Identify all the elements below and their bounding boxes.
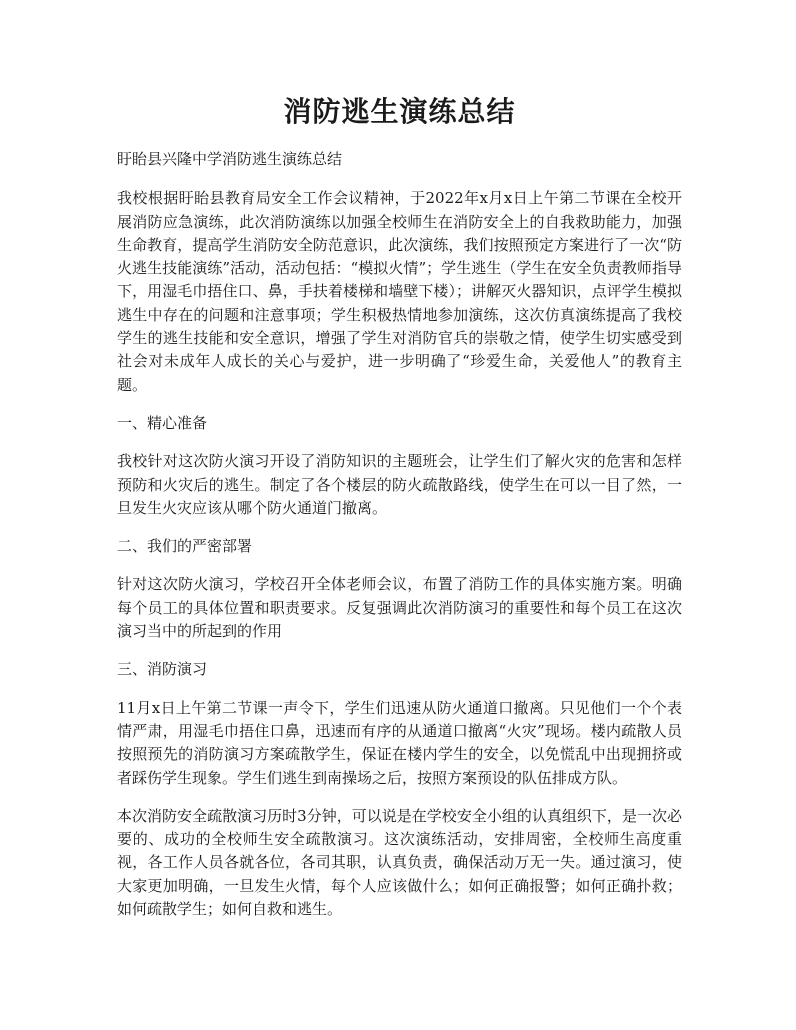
section-text-deployment: 针对这次防火演习，学校召开全体老师会议，布置了消防工作的具体实施方案。明确每个员工的具体位置和职责要求。反复强调此次消防演习的重要性和每个员工在这次演习当中的所起到的作用 [117, 575, 682, 641]
closing-paragraph: 本次消防安全疏散演习历时3分钟，可以说是在学校安全小组的认真组织下，是一次必要的、成功的全校师生安全疏散演习。这次演练活动，安排周密，全校师生高度重视，各工作人员各就各位，各司其职，认真负责，确保活动万无一失。通过演习，使大家更加明确，一旦发生火情，每个人应该做什么；如何正确报警；如何正确扑救；如何疏散学生；如何自救和逃生。 [117, 806, 682, 919]
section-heading-deployment: 二、我们的严密部署 [117, 537, 253, 556]
document-title: 消防逃生演练总结 [283, 95, 516, 128]
section-heading-preparation: 一、精心准备 [117, 413, 208, 432]
document-subtitle: 盱眙县兴隆中学消防逃生演练总结 [117, 150, 343, 168]
section-heading-drill: 三、消防演习 [117, 660, 208, 679]
document-page [117, 92, 682, 936]
intro-paragraph: 我校根据盱眙县教育局安全工作会议精神，于2022年x月x日上午第二节课在全校开展消防应急演练，此次消防演练以加强全校师生在消防安全上的自我救助能力，加强生命教育，提高学生消防安全防范意识，此次演练，我们按照预定方案进行了一次“防火逃生技能演练”活动，活动包括：“模拟火情”；学生逃生（学生在安全负责教师指导下，用湿毛巾捂住口、鼻，手扶着楼梯和墙壁下楼）；讲解灭火器知识，点评学生模拟逃生中存在的问题和注意事项；学生积极热情地参加演练，这次仿真演练提高了我校学生的逃生技能和安全意识，增强了学生对消防官兵的崇敬之情，使学生切实感受到社会对未成年人成长的关心与爱护，进一步明确了“珍爱生命，关爱他人”的教育主题。 [117, 189, 682, 394]
section-text-drill: 11月x日上午第二节课一声令下，学生们迅速从防火通道口撤离。只见他们一个个表情严肃，用湿毛巾捂住口鼻，迅速而有序的从通道口撤离“火灾”现场。楼内疏散人员按照预先的消防演习方案疏散学生，保证在楼内学生的安全，以免慌乱中出现拥挤或者踩伤学生现象。学生们逃生到南操场之后，按照方案预设的队伍排成方队。 [117, 698, 682, 787]
section-text-preparation: 我校针对这次防火演习开设了消防知识的主题班会，让学生们了解火灾的危害和怎样预防和火灾后的逃生。制定了各个楼层的防火疏散路线，使学生在可以一目了然，一旦发生火灾应该从哪个防火通道门撤离。 [117, 452, 682, 517]
